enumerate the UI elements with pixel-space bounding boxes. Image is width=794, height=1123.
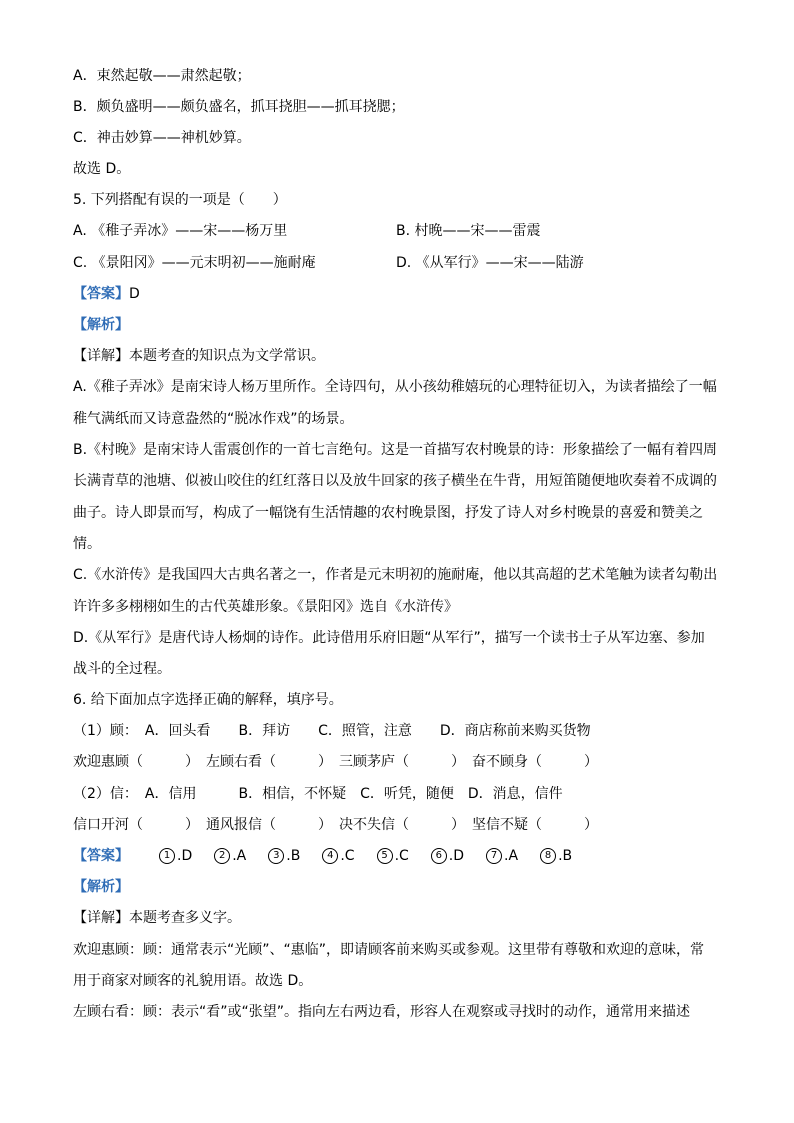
detail-tag: 【详解】 [73,348,129,364]
q5-explain-line: B.《村晚》是南宋诗人雷震创作的一首七言绝句。这是一首描写农村晚景的诗：形象描绘了一幅有着四周 [73,442,718,458]
answer-tag: 【答案】 [73,286,129,302]
q6-answer-value: .D [448,848,465,864]
q5-explain-line: 许许多多栩栩如生的古代英雄形象。《景阳冈》选自《水浒传》 [73,599,458,615]
q6-answer-item [486,846,518,866]
q6-answer-value: .A [232,848,247,864]
q6-answer [73,846,594,866]
q5-explain-line: A.《稚子弄冰》是南宋诗人杨万里所作。全诗四句，从小孩幼稚嬉玩的心理特征切入，为读者描绘了一幅 [73,379,717,395]
circled-number: 7 [486,848,502,864]
detail-intro: 本题考查的知识点为文学常识。 [129,348,325,364]
q6-xin-meanings: （2）信： A．信用 B．相信，不怀疑 C．听凭，随便 D．消息，信件 [73,786,563,802]
circled-number: 4 [322,848,338,864]
answer-value: D [129,286,140,302]
q5-stem: 5. 下列搭配有误的一项是（ ） [73,192,287,208]
q5-option-d: D. 《从军行》——宋——陆游 [396,255,584,271]
q6-detail [73,908,241,928]
circled-number: 1 [159,848,175,864]
q6-answer-item [268,846,300,866]
q5-answer [73,284,140,304]
q6-xin-words: 信口开河（ ） 通风报信（ ） 决不失信（ ） 坚信不疑（ ） [73,817,598,833]
q6-explain-line: 用于商家对顾客的礼貌用语。故选 D。 [73,973,313,989]
q5-explain-line: 曲子。诗人即景而写，构成了一幅饶有生活情趣的农村晚景图，抒发了诗人对乡村晚景的喜爱和赞美之 [73,505,703,521]
q6-answer-item [159,846,192,866]
circled-number: 2 [214,848,230,864]
q5-analysis [73,315,129,335]
answer-tag: 【答案】 [73,848,129,864]
q6-answer-item [431,846,464,866]
q6-explain-line: 左顾右看：顾：表示“看”或“张望”。指向左右两边看，形容人在观察或寻找时的动作，通常用来描述 [73,1004,691,1020]
detail-intro: 本题考查多义字。 [129,910,241,926]
circled-number: 6 [431,848,447,864]
q6-answer-value: .B [286,848,301,864]
q6-answer-item [540,846,572,866]
q6-stem: 6. 给下面加点字选择正确的解释，填序号。 [73,692,343,708]
q5-explain-line: D.《从军行》是唐代诗人杨炯的诗作。此诗借用乐府旧题“从军行”，描写一个读书士子从军边塞、参加 [73,630,705,646]
q5-explain-line: 情。 [73,536,101,552]
q6-gu-words: 欢迎惠顾（ ） 左顾右看（ ） 三顾茅庐（ ） 奋不顾身（ ） [73,754,598,770]
q6-answer-list [159,848,594,864]
prev-answer-choice: 故选 D。 [73,161,131,177]
analysis-tag: 【解析】 [73,879,129,895]
q6-answer-value: .D [177,848,193,864]
analysis-tag: 【解析】 [73,317,129,333]
q6-gu-meanings: （1）顾： A．回头看 B．拜访 C．照管，注意 D．商店称前来购买货物 [73,723,591,739]
q5-explain-line: 战斗的全过程。 [73,661,171,677]
prev-answer-a: A．束然起敬——肃然起敬； [73,68,251,84]
q5-explain-line: 稚气满纸而又诗意盎然的“脱冰作戏”的场景。 [73,411,354,427]
q5-option-a: A. 《稚子弄冰》——宋——杨万里 [73,223,288,239]
q6-answer-value: .A [504,848,519,864]
q6-answer-item [214,846,246,866]
q5-detail [73,346,325,366]
circled-number: 5 [377,848,393,864]
q6-analysis [73,877,129,897]
q6-explain-line: 欢迎惠顾：顾：通常表示“光顾”、“惠临”，即请顾客前来购买或参观。这里带有尊敬和欢迎的意味，常 [73,942,705,958]
q6-answer-value: .C [394,848,409,864]
prev-answer-b: B．颇负盛明——颇负盛名，抓耳挠胆——抓耳挠腮； [73,99,405,115]
q5-explain-line: C.《水浒传》是我国四大古典名著之一，作者是元末明初的施耐庵，他以其高超的艺术笔触为读者勾勒出 [73,567,718,583]
prev-answer-c: C．神击妙算——神机妙算。 [73,130,251,146]
q6-answer-value: .B [558,848,573,864]
q5-option-c: C. 《景阳冈》——元末明初——施耐庵 [73,255,316,271]
q6-answer-item [377,846,409,866]
circled-number: 3 [268,848,284,864]
circled-number: 8 [540,848,556,864]
q5-option-b: B. 村晚——宋——雷震 [396,223,541,239]
q5-explain-line: 长满青草的池塘、似被山咬住的红红落日以及放牛回家的孩子横坐在牛背，用短笛随便地吹奏着不成调的 [73,473,717,489]
q6-answer-value: .C [340,848,355,864]
q6-answer-item [322,846,354,866]
detail-tag: 【详解】 [73,910,129,926]
